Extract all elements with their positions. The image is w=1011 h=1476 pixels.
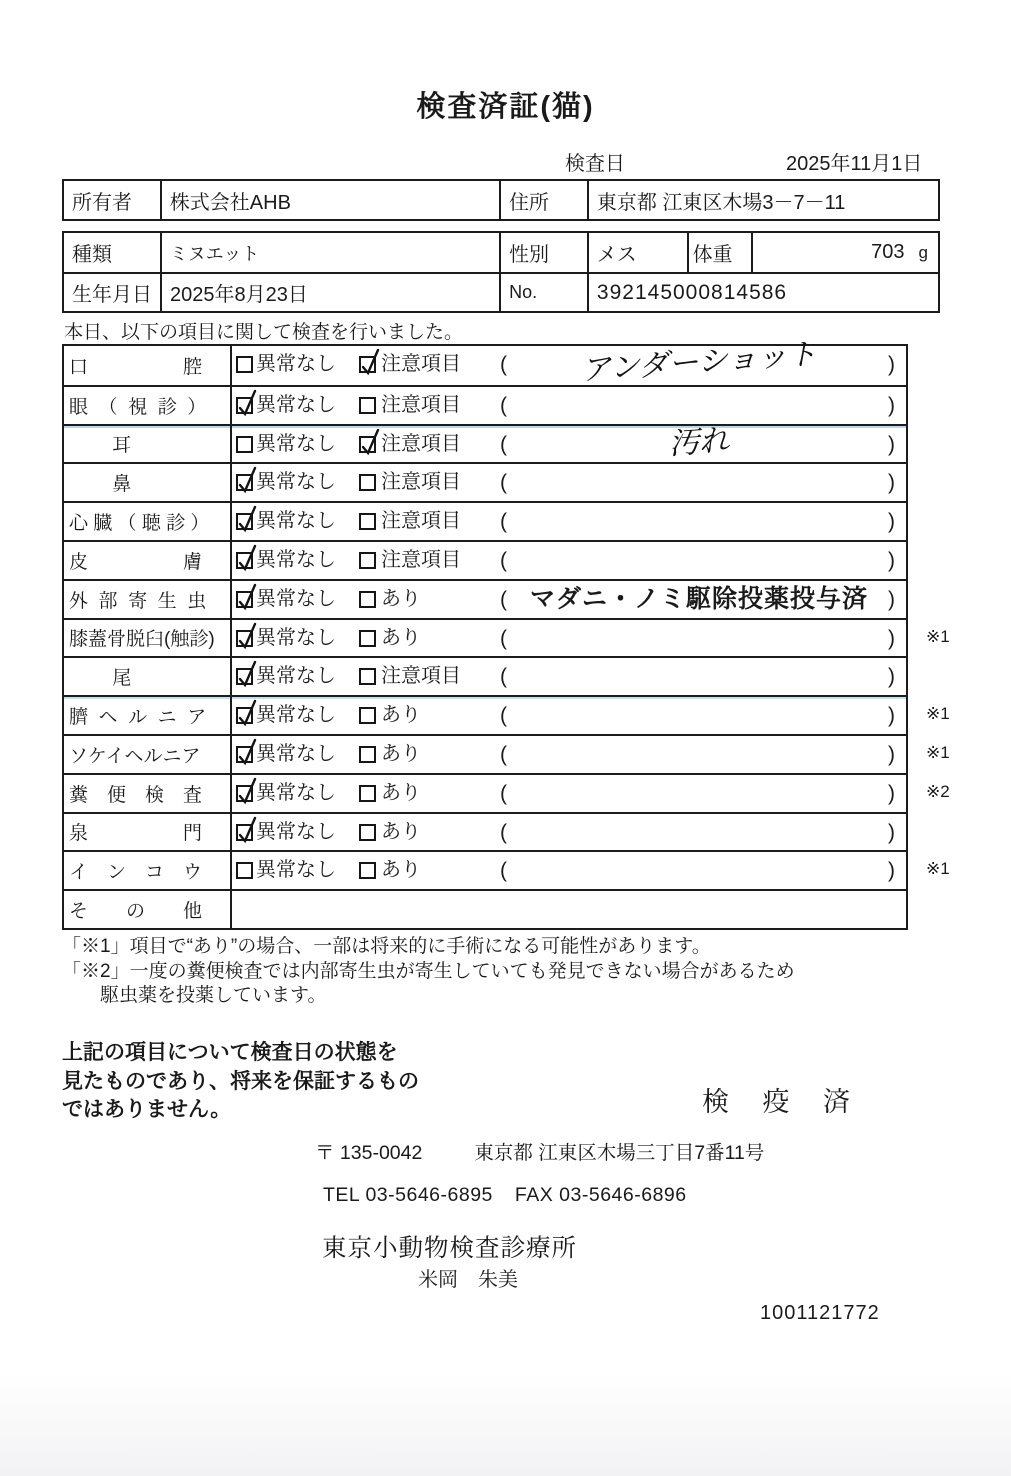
page-title: 検査済証(猫): [416, 91, 595, 123]
note-ref-mark: ※1: [926, 859, 950, 879]
weight-value: 703: [871, 241, 905, 263]
checkbox-no-abnormality: [236, 707, 253, 724]
exam-item-label: 臍 ヘ ル ニ ア: [64, 697, 232, 734]
option-no-abnormality-label: 異常なし: [256, 393, 336, 416]
exam-table: [62, 336, 950, 930]
checkbox-attention: [359, 707, 376, 724]
close-paren: ): [888, 781, 895, 805]
exam-item-content: [232, 542, 906, 579]
option-no-abnormality-label: 異常なし: [256, 432, 336, 455]
exam-row: [64, 734, 950, 773]
checkmark-icon: [236, 785, 257, 806]
exam-row: [64, 424, 906, 463]
option-attention-label: あり: [381, 587, 421, 610]
exam-row: [64, 618, 950, 657]
close-paren: ): [888, 393, 895, 417]
sex-label: 性別: [501, 233, 589, 272]
clinic-name: 東京小動物検査診療所: [322, 1235, 577, 1262]
exam-item-label: 尾: [64, 658, 232, 695]
serial-number: 1001121772: [760, 1302, 880, 1324]
checkbox-no-abnormality: [236, 356, 253, 373]
open-paren: (: [500, 820, 507, 844]
sex-value: メス: [589, 233, 689, 272]
note-ref-mark: ※1: [926, 704, 950, 724]
exam-row: [64, 540, 906, 579]
exam-row: [64, 850, 950, 889]
checkbox-attention: [359, 746, 376, 763]
open-paren: (: [500, 432, 507, 456]
exam-item-content: [232, 697, 906, 734]
exam-row: [64, 579, 906, 618]
option-no-abnormality-label: 異常なし: [256, 626, 336, 649]
checkbox-no-abnormality: [236, 668, 253, 685]
checkbox-attention: [359, 862, 376, 879]
exam-row: [64, 656, 906, 695]
checkbox-attention: [359, 824, 376, 841]
close-paren: ): [888, 820, 895, 844]
open-paren: (: [500, 393, 507, 417]
checkbox-attention: [359, 552, 376, 569]
open-paren: (: [500, 742, 507, 766]
owner-table: [62, 179, 940, 221]
weight-value-cell: [753, 233, 938, 272]
option-no-abnormality-label: 異常なし: [256, 353, 336, 375]
open-paren: (: [500, 353, 507, 376]
exam-row: [64, 889, 906, 928]
exam-item-label: 口 腔: [64, 346, 232, 385]
owner-value: 株式会社AHB: [162, 181, 501, 219]
option-no-abnormality-label: 異常なし: [256, 471, 336, 494]
exam-row: [64, 385, 906, 424]
close-paren: ): [888, 432, 895, 456]
exam-item-label: そ の 他: [64, 891, 232, 928]
exam-item-content: [232, 422, 906, 463]
checkbox-no-abnormality: [236, 862, 253, 879]
exam-row: [64, 462, 906, 501]
disclaimer-text: [62, 1039, 419, 1125]
checkbox-no-abnormality: [236, 552, 253, 569]
exam-item-label: 鼻: [64, 464, 232, 501]
close-paren: ): [888, 353, 895, 376]
note-ref-mark: ※2: [926, 781, 950, 801]
owner-label: 所有者: [64, 181, 162, 219]
open-paren: (: [500, 548, 507, 572]
option-attention-label: 注意項目: [381, 393, 461, 416]
option-no-abnormality-label: 異常なし: [256, 742, 336, 765]
exam-item-label: 泉 門: [64, 814, 232, 851]
breed-value: ミヌエット: [162, 233, 501, 272]
exam-item-content: [232, 736, 906, 773]
checkmark-icon: [236, 474, 257, 495]
checkmark-icon: [236, 824, 257, 845]
option-attention-label: あり: [381, 704, 421, 727]
exam-item-content: [232, 814, 906, 851]
address-label: 住所: [501, 181, 589, 219]
checkbox-no-abnormality: [236, 513, 253, 530]
open-paren: (: [500, 471, 507, 495]
option-attention-label: 注意項目: [381, 665, 461, 688]
open-paren: (: [500, 626, 507, 650]
checkbox-attention: [359, 668, 376, 685]
exam-item-label: 糞 便 検 査: [64, 775, 232, 812]
exam-row: [64, 336, 906, 389]
note-ref-mark: ※1: [926, 626, 950, 646]
disclaimer-line-3: ではありません。: [62, 1098, 232, 1121]
exam-row: [64, 773, 950, 812]
note-ref-mark: ※1: [926, 742, 950, 762]
option-attention-label: あり: [381, 742, 421, 765]
footnote-1: 「※1」項目で“あり”の場合、一部は将来的に手術になる可能性があります。: [62, 936, 711, 957]
checkmark-icon: [236, 552, 257, 573]
option-attention-label: 注意項目: [381, 548, 461, 571]
exam-item-label: 膝蓋骨脱臼(触診): [64, 620, 232, 657]
inspection-date-value: 2025年11月1日: [786, 153, 923, 175]
option-no-abnormality-label: 異常なし: [256, 548, 336, 571]
option-attention-label: 注意項目: [381, 471, 461, 494]
weight-unit: g: [918, 242, 928, 262]
checkmark-icon: [236, 397, 257, 418]
checkmark-icon: [236, 591, 257, 612]
pet-table-row-1: [64, 233, 938, 272]
close-paren: ): [888, 587, 895, 611]
exam-row: [64, 501, 906, 540]
checkbox-no-abnormality: [236, 436, 253, 453]
exam-item-content: [232, 620, 906, 657]
option-attention-label: 注意項目: [381, 432, 461, 455]
close-paren: ): [888, 548, 895, 572]
checkbox-attention: [359, 436, 376, 453]
option-attention-label: あり: [381, 626, 421, 649]
exam-item-value: 汚れ: [667, 422, 731, 462]
exam-row: [64, 695, 950, 734]
close-paren: ): [888, 510, 895, 534]
close-paren: ): [888, 471, 895, 495]
option-no-abnormality-label: 異常なし: [256, 781, 336, 804]
open-paren: (: [500, 587, 507, 611]
open-paren: (: [500, 665, 507, 689]
microchip-no-value: 392145000814586: [596, 280, 788, 304]
exam-item-label: イ ン コ ウ: [64, 852, 232, 889]
exam-item-label: 外 部 寄 生 虫: [64, 581, 232, 618]
checkbox-no-abnormality: [236, 746, 253, 763]
checkbox-no-abnormality: [236, 397, 253, 414]
exam-item-content: [232, 336, 906, 389]
clinic-postal-code: 〒 135-0042: [315, 1142, 423, 1164]
exam-item-value: アンダーショット: [579, 336, 819, 389]
checkbox-attention: [359, 474, 376, 491]
close-paren: ): [888, 704, 895, 728]
checkmark-icon: [236, 668, 257, 689]
open-paren: (: [500, 510, 507, 534]
exam-item-label: 心 臓 （ 聴 診 ）: [64, 503, 232, 540]
birthdate-value: 2025年8月23日: [162, 274, 501, 311]
checkmark-icon: [359, 436, 380, 457]
checkmark-icon: [359, 356, 380, 377]
clinic-tel: TEL 03-5646-6895: [323, 1184, 493, 1206]
exam-row: [64, 812, 906, 851]
breed-label: 種類: [64, 233, 162, 272]
option-no-abnormality-label: 異常なし: [256, 859, 336, 882]
option-attention-label: 注意項目: [381, 510, 461, 533]
checkbox-no-abnormality: [236, 474, 253, 491]
checkmark-icon: [236, 513, 257, 534]
checkbox-no-abnormality: [236, 785, 253, 802]
clinic-postal-row: [315, 1137, 764, 1165]
option-no-abnormality-label: 異常なし: [256, 510, 336, 533]
checkbox-attention: [359, 591, 376, 608]
option-attention-label: 注意項目: [381, 353, 461, 375]
footnote-2-cont: 駆虫薬を投薬しています。: [100, 985, 327, 1006]
exam-item-content: [232, 891, 906, 928]
checkbox-attention: [359, 513, 376, 530]
close-paren: ): [888, 859, 895, 883]
birthdate-label: 生年月日: [64, 274, 162, 311]
clinic-fax: FAX 03-5646-6896: [514, 1184, 687, 1206]
exam-item-content: [232, 658, 906, 695]
address-value: 東京都 江東区木場3－7－11: [596, 191, 846, 214]
option-attention-label: あり: [381, 859, 421, 882]
close-paren: ): [888, 665, 895, 689]
option-attention-label: あり: [381, 820, 421, 843]
exam-item-content: [232, 775, 906, 812]
exam-item-label: ソケイヘルニア: [64, 736, 232, 773]
checkbox-attention: [359, 630, 376, 647]
checkbox-attention: [359, 397, 376, 414]
footnote-2: 「※2」一度の糞便検査では内部寄生虫が寄生していても発見できない場合があるため: [62, 960, 795, 982]
exam-item-content: [232, 581, 906, 618]
close-paren: ): [888, 626, 895, 650]
exam-item-content: [232, 464, 906, 501]
option-no-abnormality-label: 異常なし: [256, 704, 336, 727]
open-paren: (: [500, 704, 507, 728]
checkbox-no-abnormality: [236, 630, 253, 647]
examiner-name: 米岡 朱美: [418, 1269, 518, 1291]
exam-item-content: [232, 852, 906, 889]
option-no-abnormality-label: 異常なし: [256, 820, 336, 843]
checkmark-icon: [236, 630, 257, 651]
inspection-date-label: 検査日: [565, 153, 625, 175]
pet-table: [62, 231, 940, 313]
footnotes: [62, 935, 942, 1009]
checkmark-icon: [236, 746, 257, 767]
exam-item-value: マダニ・ノミ駆除投薬投与済: [529, 584, 868, 613]
intro-text: 本日、以下の項目に関して検査を行いました。: [64, 322, 464, 343]
close-paren: ): [888, 742, 895, 766]
exam-item-content: [232, 503, 906, 540]
option-no-abnormality-label: 異常なし: [256, 665, 336, 688]
checkmark-icon: [236, 707, 257, 728]
option-attention-label: あり: [381, 781, 421, 804]
disclaimer-line-2: 見たものであり、将来を保証するもの: [62, 1069, 419, 1093]
clinic-address: 東京都 江東区木場三丁目7番11号: [474, 1142, 765, 1164]
quarantine-stamp: 検 疫 済: [702, 1087, 864, 1117]
clinic-phone-row: [323, 1184, 687, 1207]
microchip-no-label: No.: [501, 274, 589, 311]
pet-table-row-2: [64, 272, 938, 311]
open-paren: (: [500, 781, 507, 805]
exam-item-label: 耳: [64, 426, 232, 463]
checkbox-attention: [359, 785, 376, 802]
open-paren: (: [500, 859, 507, 883]
checkbox-no-abnormality: [236, 824, 253, 841]
exam-item-label: 眼 （ 視 診 ）: [64, 387, 232, 424]
disclaimer-line-1: 上記の項目について検査日の状態を: [62, 1041, 398, 1064]
checkbox-no-abnormality: [236, 591, 253, 608]
option-no-abnormality-label: 異常なし: [256, 587, 336, 610]
weight-label: 体重: [689, 233, 754, 272]
checkbox-attention: [359, 356, 376, 373]
exam-item-label: 皮 膚: [64, 542, 232, 579]
